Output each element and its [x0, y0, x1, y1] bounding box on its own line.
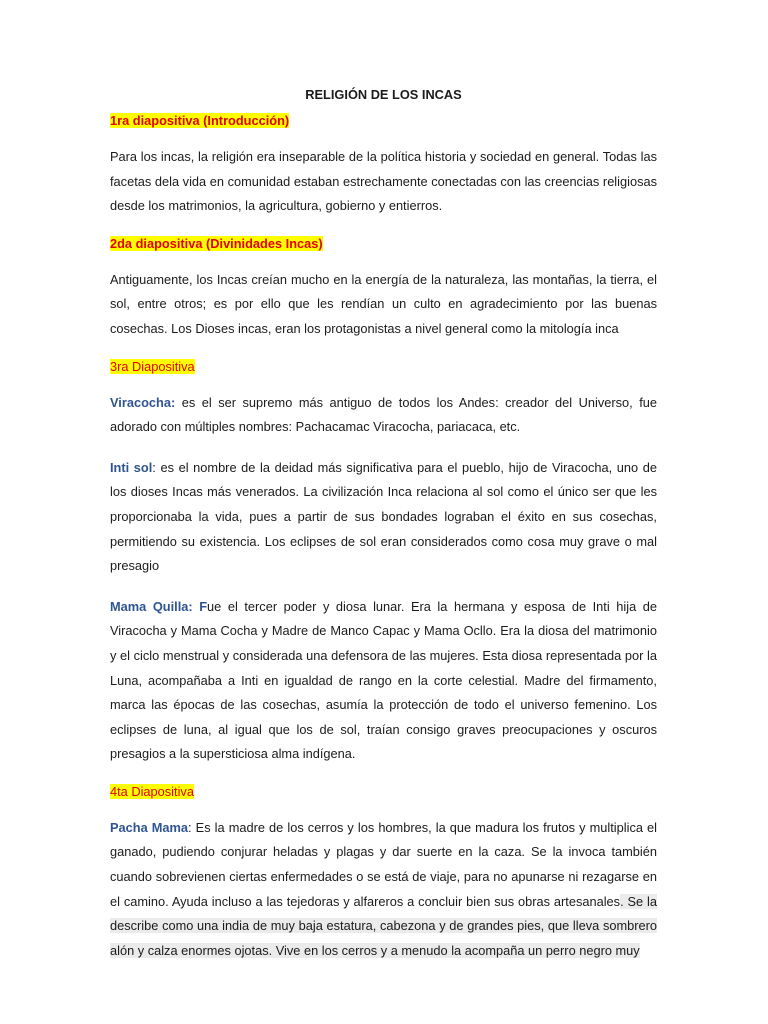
mama-quilla-initial: F — [192, 598, 208, 614]
pacha-mama-highlighted-text: . Se la describe como una india de muy baja estatura, cabezona y de grandes pies, que lleva sombrero alón y calza enormes ojotas. Vive en los cerros y a menudo la acompaña un perro negro muy — [110, 893, 657, 958]
document-body — [110, 86, 657, 979]
slide-4-heading — [110, 783, 657, 801]
inti-text: es el nombre de la deidad más significativa para el pueblo, hijo de Viracocha, uno de los dioses Incas más venerados. La civilización Inca relaciona al sol como el único ser que les proporcionaba la vida, pues a partir de sus bondades lograban el éxito en sus cosechas, permitiendo su existencia. Los eclipses de sol eran considerados como cosa muy grave o mal presagio — [110, 459, 657, 574]
viracocha-term: Viracocha: — [110, 394, 176, 410]
slide-2-heading-text: 2da diapositiva (Divinidades Incas) — [110, 235, 323, 251]
pacha-mama-colon: : — [188, 819, 192, 835]
slide-3-heading-text: 3ra Diapositiva — [110, 358, 195, 374]
pacha-mama-term: Pacha Mama — [110, 819, 189, 835]
slide-1-heading-text: 1ra diapositiva (Introducción) — [110, 113, 290, 128]
slide-4-heading-text: 4ta Diapositiva — [110, 783, 194, 799]
inti-paragraph — [110, 456, 657, 579]
viracocha-paragraph — [110, 391, 657, 440]
inti-term: Inti sol — [110, 459, 153, 475]
mama-quilla-text: ue el tercer poder y diosa lunar. Era la hermana y esposa de Inti hija de Viracocha y Mama Cocha y Madre de Manco Capac y Mama Ocllo. Era la diosa del matrimonio y el ciclo menstrual y considerada una defensora de las mujeres. Esta diosa representada por la Luna, acompañaba a Inti en igualdad de rango en la corte celestial. Madre del firmamento, marca las épocas de las cosechas, asumía la protección de todo el universo femenino. Los eclipses de luna, al igual que los de sol, traían consigo graves preocupaciones y oscuros presagios a la supersticiosa alma indígena. — [110, 598, 657, 762]
slide-1-paragraph: Para los incas, la religión era inseparable de la política historia y sociedad en general. Todas las facetas dela vida en comunidad estaban estrechamente conectadas con las creencias religiosas desde los matrimonios, la agricultura, gobierno y entierros. — [110, 149, 657, 214]
slide-3-heading — [110, 358, 657, 376]
slide-2-heading — [110, 235, 657, 253]
viracocha-text: es el ser supremo más antiguo de todos los Andes: creador del Universo, fue adorado con múltiples nombres: Pachacamac Viracocha, pariacaca, etc. — [110, 394, 657, 435]
slide-2-paragraph: Antiguamente, los Incas creían mucho en la energía de la naturaleza, las montañas, la tierra, el sol, entre otros; es por ello que les rendían un culto en agradecimiento por las buenas cosechas. Los Dioses incas, eran los protagonistas a nivel general como la mitología inca — [110, 271, 657, 336]
slide-1-heading — [110, 112, 657, 130]
document-title: RELIGIÓN DE LOS INCAS — [305, 87, 462, 102]
pacha-mama-paragraph — [110, 816, 657, 964]
mama-quilla-term: Mama Quilla: — [110, 598, 193, 614]
mama-quilla-paragraph — [110, 595, 657, 767]
inti-colon: : — [152, 459, 156, 475]
pacha-mama-text: Es la madre de los cerros y los hombres, la que madura los frutos y multiplica el ganado, pudiendo conjurar heladas y plagas y dar suerte en la caza. Se la invoca también cuando sobrevienen ciertas enfermedades o se está de viaje, para no apunarse ni rezagarse en el camino. Ayuda incluso a las tejedoras y alfareros a concluir bien sus obras artesanales — [110, 819, 657, 909]
